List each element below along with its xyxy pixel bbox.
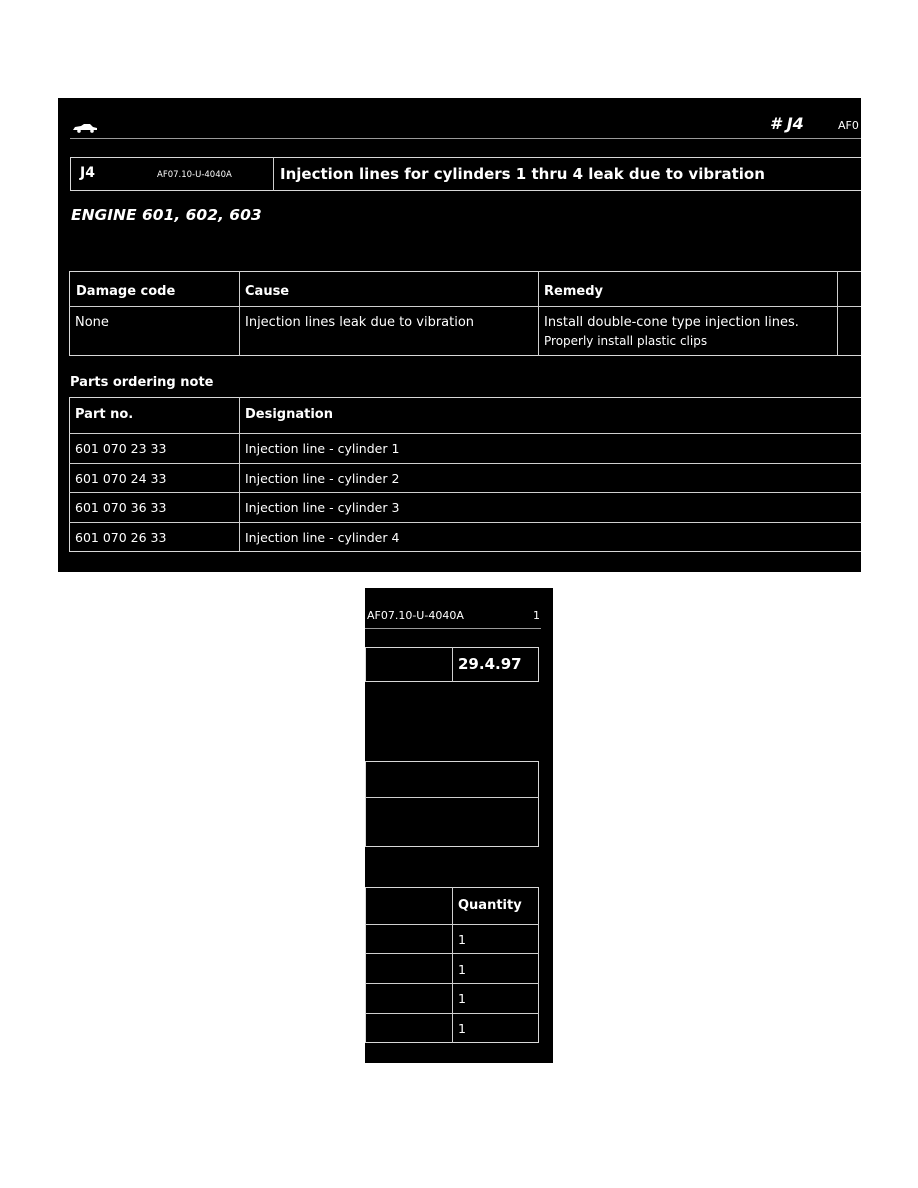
damage-table-header-rule	[69, 306, 861, 307]
page-title: Injection lines for cylinders 1 thru 4 leak due to vibration	[280, 165, 765, 183]
damage-cause-value: Injection lines leak due to vibration	[245, 315, 475, 330]
damage-remedy-line-1: Install double-cone type injection lines.	[544, 315, 799, 330]
continuation-doc-ref: AF07.10-U-4040A	[367, 609, 464, 622]
issue-date: 29.4.97	[458, 655, 522, 673]
parts-row-rule-0	[69, 433, 861, 434]
parts-row-rule-2	[69, 492, 861, 493]
part-number: 601 070 23 33	[75, 441, 167, 456]
damage-header-remedy: Remedy	[544, 284, 603, 299]
quantity-value: 1	[458, 962, 466, 977]
damage-col-divider-3	[837, 271, 838, 356]
parts-row-rule-3	[69, 522, 861, 523]
title-box-divider	[273, 157, 274, 191]
remedy-continuation-box	[365, 761, 539, 847]
part-number: 601 070 24 33	[75, 471, 167, 486]
part-designation: Injection line - cylinder 1	[245, 441, 400, 456]
title-code: J4	[80, 165, 95, 181]
parts-col-divider	[239, 397, 240, 552]
part-designation: Injection line - cylinder 4	[245, 530, 400, 545]
parts-table	[69, 397, 861, 552]
damage-col-divider-1	[239, 271, 240, 356]
header-code: # J4	[770, 114, 804, 133]
quantity-value: 1	[458, 932, 466, 947]
car-icon	[72, 118, 98, 137]
quantity-col-divider	[452, 887, 453, 1043]
quantity-header: Quantity	[458, 898, 522, 913]
part-designation: Injection line - cylinder 2	[245, 471, 400, 486]
damage-header-cause: Cause	[245, 284, 290, 299]
part-designation: Injection line - cylinder 3	[245, 500, 400, 515]
parts-note-heading: Parts ordering note	[70, 375, 214, 390]
quantity-row-rule-2	[365, 983, 539, 984]
title-ref: AF07.10-U-4040A	[157, 170, 232, 180]
damage-remedy-line-2: Properly install plastic clips	[544, 334, 708, 348]
document-main-panel	[58, 98, 861, 572]
remedy-continuation-rule	[365, 797, 539, 798]
header-rule	[70, 138, 861, 139]
parts-header-part: Part no.	[75, 407, 134, 422]
quantity-value: 1	[458, 991, 466, 1006]
parts-row-rule-1	[69, 463, 861, 464]
document-continuation-panel	[365, 588, 553, 1063]
continuation-header-rule	[365, 628, 541, 629]
page-number: 1	[533, 609, 540, 622]
quantity-row-rule-3	[365, 1013, 539, 1014]
damage-col-divider-2	[538, 271, 539, 356]
quantity-value: 1	[458, 1021, 466, 1036]
damage-header-code: Damage code	[76, 284, 176, 299]
header-doc-ref: AF0	[838, 119, 859, 132]
part-number: 601 070 26 33	[75, 530, 167, 545]
damage-code-value: None	[75, 315, 109, 330]
part-number: 601 070 36 33	[75, 500, 167, 515]
damage-table	[69, 271, 861, 356]
quantity-row-rule-0	[365, 924, 539, 925]
parts-header-designation: Designation	[245, 407, 333, 422]
engine-heading: ENGINE 601, 602, 603	[71, 206, 262, 224]
quantity-row-rule-1	[365, 953, 539, 954]
date-box-divider	[452, 647, 453, 682]
